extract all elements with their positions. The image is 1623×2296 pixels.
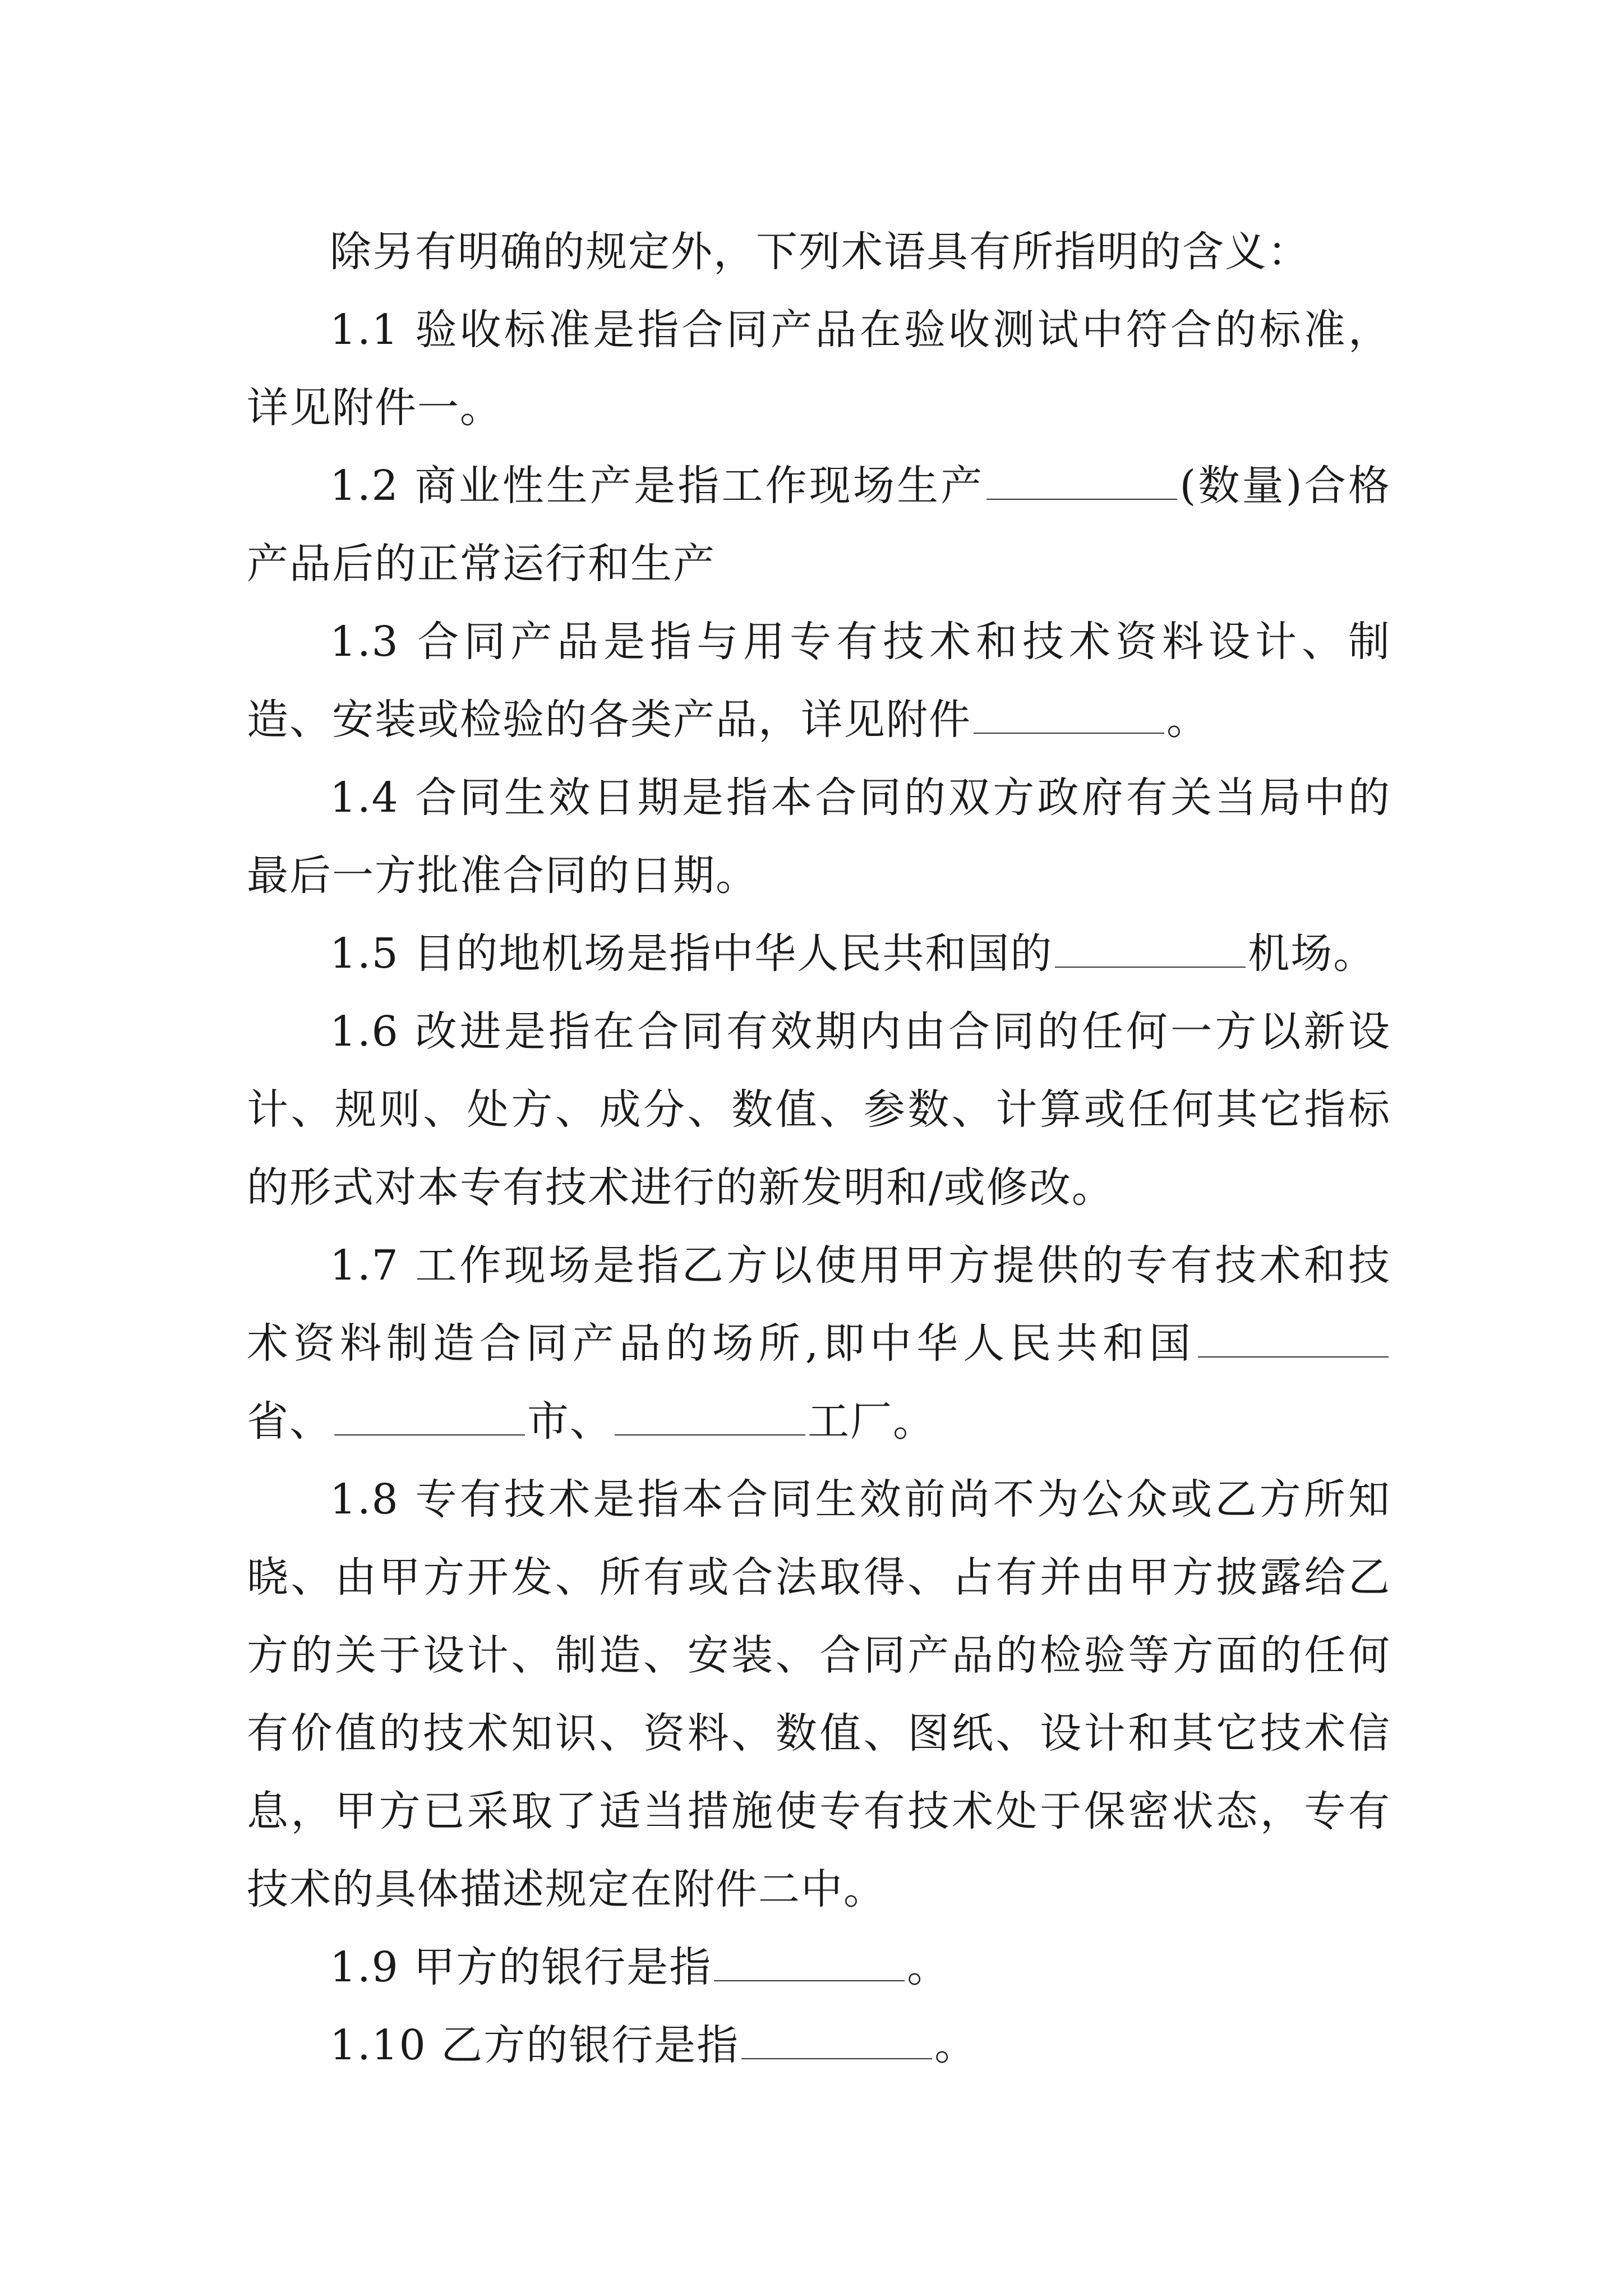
clause-number: 1.10	[330, 2021, 427, 2069]
fill-in-blank[interactable]	[1055, 934, 1246, 968]
clause-text: 合同生效日期是指本合同的双方政府有关当局中的最后一方批准合同的日期。	[247, 774, 1391, 900]
clause-1-10	[247, 2007, 1391, 2085]
clause-1-2	[247, 447, 1391, 603]
fill-in-blank[interactable]	[1198, 1324, 1389, 1358]
fill-in-blank[interactable]	[974, 700, 1164, 734]
clause-1-8	[247, 1461, 1391, 1929]
clause-number: 1.9	[330, 1943, 399, 1991]
clause-number: 1.6	[330, 1007, 399, 1056]
clause-text: 工厂。	[808, 1397, 935, 1446]
document-body	[247, 213, 1391, 2085]
clause-number: 1.7	[330, 1241, 399, 1290]
clause-text: 机场。	[1248, 930, 1376, 978]
clause-number: 1.3	[330, 618, 399, 666]
clause-1-1	[247, 291, 1391, 447]
clause-text: 。	[1166, 696, 1209, 744]
clause-1-7	[247, 1227, 1391, 1461]
clause-text: 改进是指在合同有效期内由合同的任何一方以新设计、规则、处方、成分、数值、参数、计算或任何其它指标的形式对本专有技术进行的新发明和/或修改。	[247, 1007, 1391, 1212]
clause-text: 甲方的银行是指	[413, 1943, 712, 1991]
clause-1-9	[247, 1929, 1391, 2007]
clause-text: 验收标准是指合同产品在验收测试中符合的标准，详见附件一。	[247, 306, 1391, 432]
clause-number: 1.5	[330, 930, 399, 978]
clause-text: 乙方的银行是指	[441, 2021, 740, 2069]
clause-1-5	[247, 915, 1391, 993]
fill-in-blank[interactable]	[986, 466, 1177, 500]
clause-text: (数量)合格产品后的正常运行和生产	[247, 462, 1391, 588]
clause-number: 1.1	[330, 306, 399, 354]
clause-1-6	[247, 993, 1391, 1227]
fill-in-blank[interactable]	[714, 1948, 905, 1981]
fill-in-blank[interactable]	[334, 1402, 525, 1435]
clause-number: 1.2	[330, 462, 399, 510]
clause-number: 1.4	[330, 774, 399, 822]
fill-in-blank[interactable]	[741, 2026, 932, 2059]
clause-text: 工作现场是指乙方以使用甲方提供的专有技术和技术资料制造合同产品的场所,即中华人民共和国	[247, 1241, 1391, 1368]
clause-text: 。	[907, 1943, 950, 1991]
clause-text: 商业性生产是指工作现场生产	[414, 462, 985, 510]
clause-text: 目的地机场是指中华人民共和国的	[413, 930, 1053, 978]
fill-in-blank[interactable]	[615, 1402, 805, 1435]
clause-text: 省、	[247, 1397, 332, 1446]
intro-paragraph: 除另有明确的规定外，下列术语具有所指明的含义：	[330, 228, 1310, 276]
clause-text: 市、	[527, 1397, 612, 1446]
clause-number: 1.8	[330, 1475, 399, 1524]
clause-1-3	[247, 603, 1391, 759]
clause-text: 。	[934, 2021, 978, 2069]
clause-text: 专有技术是指本合同生效前尚不为公众或乙方所知晓、由甲方开发、所有或合法取得、占有并由甲方披露给乙方的关于设计、制造、安装、合同产品的检验等方面的任何有价值的技术知识、资料、数值、图纸、设计和其它技术信息，甲方已采取了适当措施使专有技术处于保密状态，专有技术的具体描述规定在附件二中。	[247, 1475, 1391, 1913]
clause-1-4	[247, 759, 1391, 915]
clause-text: 合同产品是指与用专有技术和技术资料设计、制造、安装或检验的各类产品，详见附件	[247, 618, 1391, 744]
